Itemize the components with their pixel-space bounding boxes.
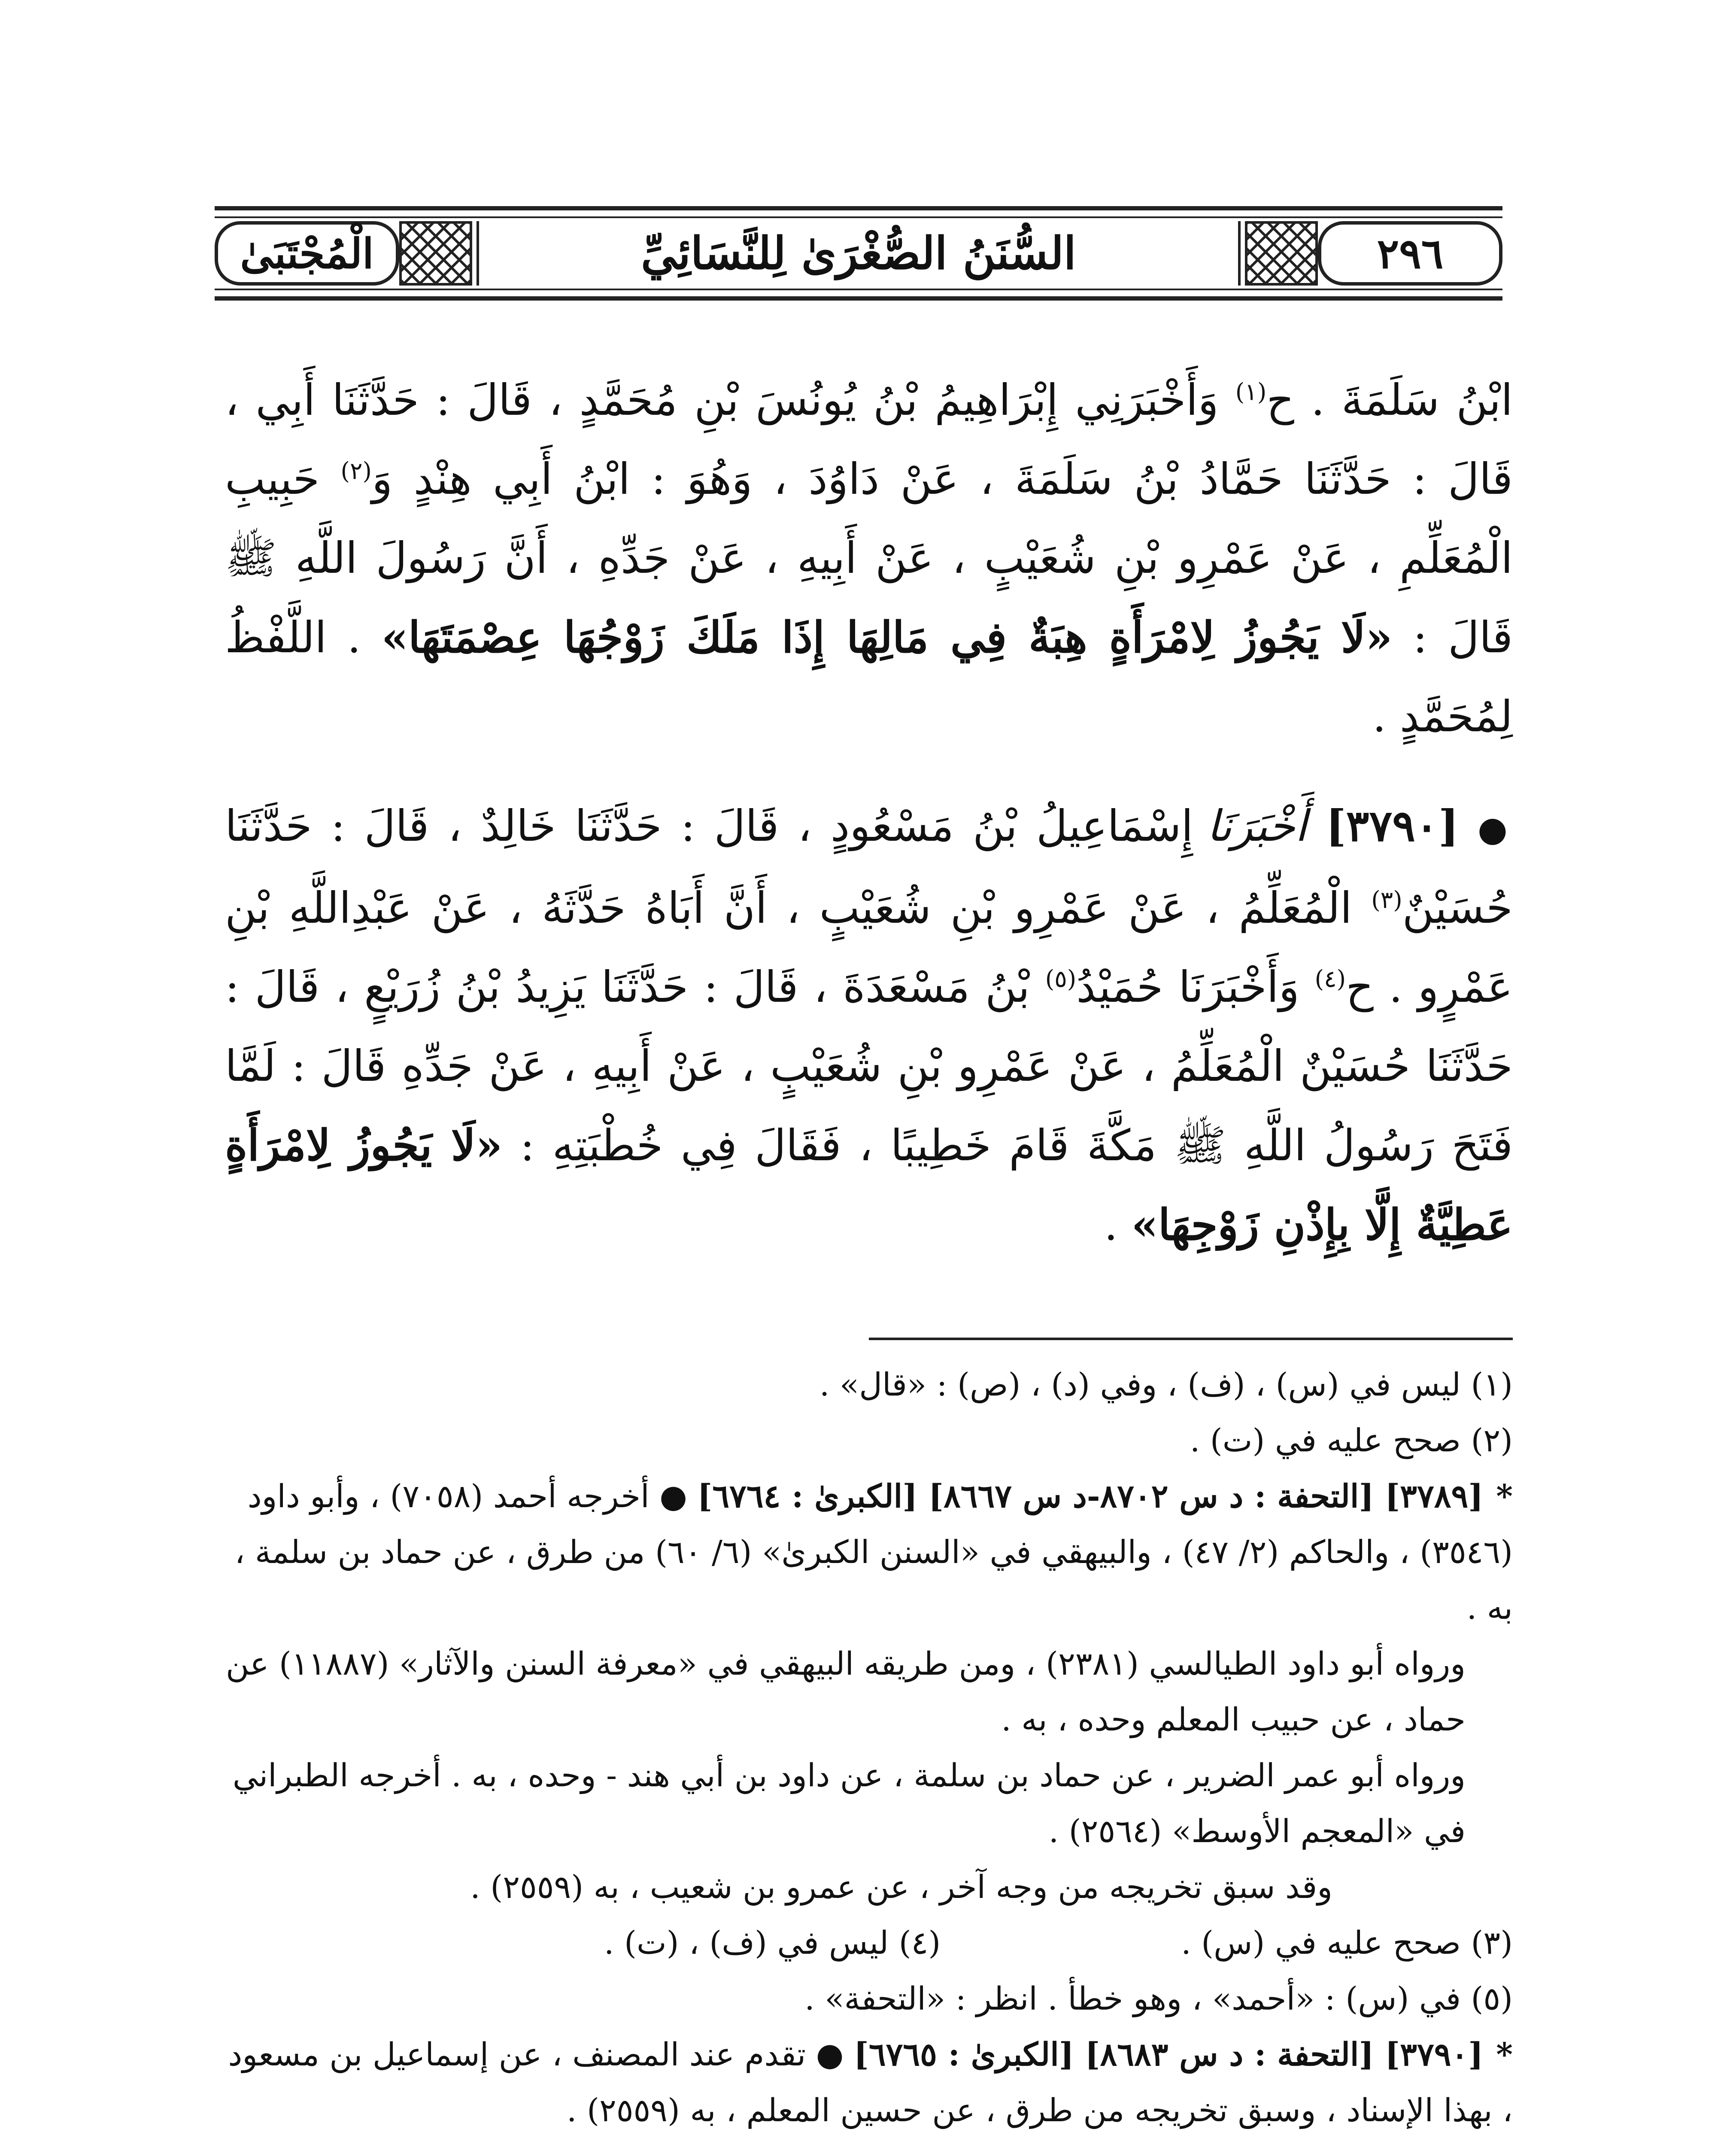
hadith-number: [٣٧٩٠] [1326,800,1459,851]
page-header [215,206,1502,301]
takhrij-3789 [225,1469,1513,1636]
footnote-5: (٥) في (س) : «أحمد» ، وهو خطأ . انظر : «التحفة» . [804,1980,1513,2017]
main-text [225,361,1513,1265]
text-segment: بْنُ مَسْعَدَةَ ، قَالَ : حَدَّثَنَا يَزِيدُ بْنُ زُرَيْعٍ ، قَالَ : حَدَّثَنَا حُسَيْنٌ الْمُعَلِّمُ ، عَنْ عَمْرِو بْنِ شُعَيْبٍ ، عَنْ أَبِيهِ ، عَنْ جَدِّهِ قَالَ : لَمَّا فَتَحَ رَسُولُ اللَّهِ ﷺ مَكَّةَ قَامَ خَطِيبًا ، فَقَالَ فِي خُطْبَتِهِ : [225,962,1513,1171]
text-segment: ابْنُ سَلَمَةَ . ح [1266,375,1513,425]
bullet-icon: ● [1477,809,1513,849]
text-segment: إِسْمَاعِيلُ بْنُ مَسْعُودٍ ، قَالَ : حَدَّثَنَا خَالِدٌ ، قَالَ : حَدَّثَنَا حُسَيْنٌ [225,801,1513,933]
page-number: ٢٩٦ [1318,221,1502,286]
text-segment: الْمُعَلِّمُ ، عَنْ عَمْرِو بْنِ شُعَيْبٍ ، أَنَّ أَبَاهُ حَدَّثَهُ ، عَنْ عَبْدِاللَّهِ بْنِ عَمْرٍو . ح [225,883,1513,1012]
footnote-ref: (١) [1235,378,1267,406]
text-segment: وَأَخْبَرَنَا حُمَيْدُ [1076,962,1315,1012]
book-side-label: الْمُجْتَبَىٰ [215,221,399,286]
footnote-4: (٤) ليس في (ف) ، (ت) . [604,1925,941,1961]
star-icon: * [1496,1478,1513,1515]
hadith-paragraph-3789 [225,361,1513,756]
footnote-pair [225,1915,1513,1971]
text-segment: . اللَّفْظُ لِمُحَمَّدٍ . [225,612,1513,742]
footnote-divider [869,1338,1513,1340]
hadith-text: «لَا يَجُوزُ لِامْرَأَةٍ عَطِيَّةٌ إِلَّا بِإِذْنِ زَوْجِهَا» [225,1120,1513,1250]
akhbarana-label: أَخْبَرَنَا [1207,801,1307,851]
text-segment: حَبِيبِ الْمُعَلِّمِ ، عَنْ عَمْرِو بْنِ شُعَيْبٍ ، عَنْ أَبِيهِ ، عَنْ جَدِّهِ ، أَنَّ رَسُولَ اللَّهِ ﷺ قَالَ : [225,454,1513,663]
takhrij-note: ورواه أبو عمر الضرير ، عن حماد بن سلمة ، عن داود بن أبي هند - وحده ، به . أخرجه الطبراني في «المعجم الأوسط» (٢٥٦٤) . [232,1757,1466,1850]
takhrij-3790 [225,2027,1513,2138]
footnote-ref: (٥) [1045,965,1077,993]
takhrij-note: ورواه أبو داود الطيالسي (٢٣٨١) ، ومن طريقه البيهقي في «معرفة السنن والآثار» (١١٨٨٧) عن حماد ، عن حبيب المعلم وحده ، به . [225,1645,1466,1738]
takhrij-ref: [٣٧٩٠] [التحفة : د س ٨٦٨٣] [الكبرىٰ : ٦٧٦٥] [853,2036,1484,2073]
takhrij-text: ● أخرجه أحمد (٧٠٥٨) ، وأبو داود (٣٥٤٦) ، والحاكم (٢/ ٤٧) ، والبيهقي في «السنن الكبرىٰ» (٦/ ٦٠) من طرق ، عن حماد بن سلمة ، به . [234,1478,1513,1627]
takhrij-note: وقد سبق تخريجه من وجه آخر ، عن عمرو بن شعيب ، به (٢٥٥٩) . [470,1869,1332,1906]
star-icon: * [1496,2036,1513,2073]
hadith-text: «لَا يَجُوزُ لِامْرَأَةٍ هِبَةٌ فِي مَالِهَا إِذَا مَلَكَ زَوْجُهَا عِصْمَتَهَا» [381,612,1393,663]
footnote-ref: (٤) [1314,965,1346,993]
footnote-2: (٢) صحح عليه في (ت) . [1190,1422,1513,1459]
footnote-3: (٣) صحح عليه في (س) . [1181,1925,1513,1961]
footnote-ref: (٢) [340,457,372,485]
ornament-left-icon [399,221,472,286]
footnote-1: (١) ليس في (س) ، (ف) ، وفي (د) ، (ص) : «قال» . [819,1366,1513,1403]
hadith-paragraph-3790 [225,786,1513,1265]
takhrij-ref: [٣٧٨٩] [التحفة : د س ٨٧٠٢-د س ٨٦٦٧] [الكبرىٰ : ٦٧٦٤] [697,1478,1484,1515]
takhrij-text: ● تقدم عند المصنف ، عن إسماعيل بن مسعود ، بهذا الإسناد ، وسبق تخريجه من طرق ، عن حسين المعلم ، به (٢٥٥٩) . [228,2036,1513,2129]
footnotes [225,1357,1513,2138]
text-segment: . [1104,1200,1132,1250]
ornament-right-icon [1245,221,1318,286]
book-title: السُّنَنُ الصُّغْرَىٰ لِلنَّسَائِيِّ [476,221,1241,286]
text-segment: وَأَخْبَرَنِي إِبْرَاهِيمُ بْنُ يُونُسَ بْنِ مُحَمَّدٍ ، قَالَ : حَدَّثَنَا أَبِي ، قَالَ : حَدَّثَنَا حَمَّادُ بْنُ سَلَمَةَ ، عَنْ دَاوُدَ ، وَهُوَ : ابْنُ أَبِي هِنْدٍ وَ [225,375,1513,504]
footnote-ref: (٣) [1371,886,1402,914]
